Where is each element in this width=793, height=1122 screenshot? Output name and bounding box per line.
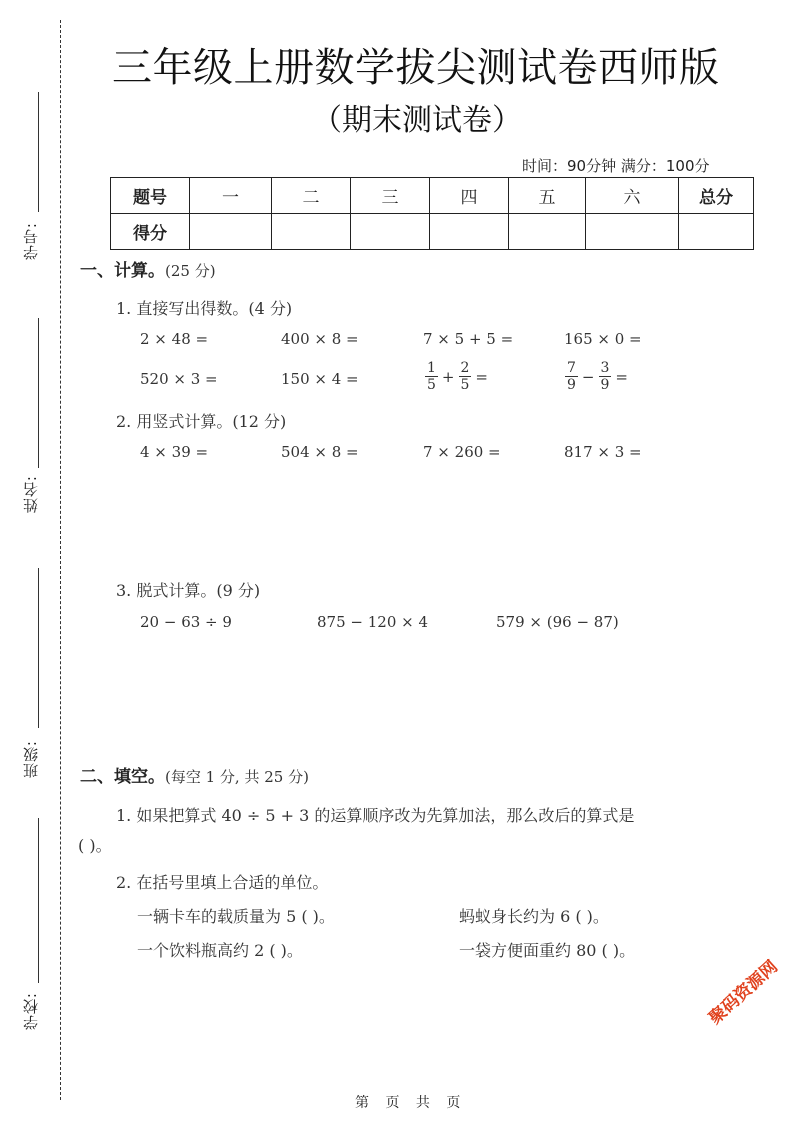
fraction-denominator: 9	[567, 377, 576, 393]
s1-q3-label: 3. 脱式计算。(9 分)	[116, 581, 261, 600]
s1-q2-label: 2. 用竖式计算。(12 分)	[116, 412, 287, 431]
stepwise-calc-item: 20 − 63 ÷ 9	[140, 613, 232, 631]
time-and-score-info: 时间：90分钟 满分：100分	[522, 157, 710, 175]
vertical-calc-item: 4 × 39 =	[140, 443, 209, 461]
binding-dashed-line	[60, 20, 61, 1100]
fraction-numerator: 7	[567, 360, 576, 376]
fraction-numerator: 1	[427, 360, 436, 376]
fraction-denominator: 9	[600, 377, 610, 393]
score-table	[110, 177, 754, 250]
section1-note: (25 分)	[165, 262, 216, 280]
unit-fill-item: 一个饮料瓶高约 2 ( )。	[137, 941, 303, 960]
score-header-cell: 二	[272, 178, 351, 214]
s2-q1-blank: ( )。	[78, 836, 112, 855]
vertical-calc-item: 817 × 3 =	[564, 443, 642, 461]
fraction-denominator: 5	[460, 377, 470, 393]
score-cell[interactable]	[586, 214, 679, 250]
score-cell[interactable]	[351, 214, 430, 250]
school-label: 学校:	[22, 992, 40, 1031]
equals-sign: =	[475, 367, 488, 386]
fraction-expression-1	[425, 360, 488, 393]
section1-title: 一、计算。	[80, 261, 165, 281]
name-line	[38, 318, 39, 468]
calc-item: 520 × 3 =	[140, 370, 218, 388]
calc-item: 165 × 0 =	[564, 330, 642, 348]
page-subtitle: （期末测试卷）	[312, 103, 522, 138]
page-footer: 第 页 共 页	[355, 1095, 467, 1111]
page-title: 三年级上册数学拔尖测试卷西师版	[112, 45, 720, 91]
operator: −	[581, 367, 595, 386]
fraction-denominator: 5	[427, 377, 436, 393]
section2-note: (每空 1 分, 共 25 分)	[165, 768, 309, 786]
fraction-numerator: 2	[460, 360, 470, 376]
unit-fill-item: 一辆卡车的载质量为 5 ( )。	[137, 907, 335, 926]
score-header-cell: 总分	[679, 178, 754, 214]
score-row-label: 得分	[111, 214, 190, 250]
class-label: 班级:	[22, 740, 40, 779]
s1-q1-label: 1. 直接写出得数。(4 分)	[116, 299, 293, 318]
score-cell[interactable]	[679, 214, 754, 250]
student-id-line	[38, 92, 39, 212]
fraction	[565, 360, 578, 393]
vertical-calc-item: 504 × 8 =	[281, 443, 359, 461]
stepwise-calc-item: 579 × (96 − 87)	[496, 613, 619, 631]
watermark-stamp: 聚码资源网	[705, 956, 782, 1029]
score-header-cell: 四	[430, 178, 509, 214]
section2-title: 二、填空。	[80, 767, 165, 787]
fraction	[425, 360, 438, 393]
score-header-cell: 六	[586, 178, 679, 214]
s2-q1-text: 1. 如果把算式 40 ÷ 5 + 3 的运算顺序改为先算加法，那么改后的算式是	[116, 806, 635, 825]
student-id-label: 学号:	[22, 222, 40, 261]
score-cell[interactable]	[190, 214, 272, 250]
score-header-cell: 题号	[111, 178, 190, 214]
s2-q2-label: 2. 在括号里填上合适的单位。	[116, 873, 329, 892]
name-label: 姓名:	[22, 475, 40, 514]
score-table-score-row	[111, 214, 754, 250]
vertical-calc-item: 7 × 260 =	[423, 443, 501, 461]
section2-heading	[80, 762, 309, 787]
unit-fill-item: 蚂蚁身长约为 6 ( )。	[459, 907, 609, 926]
fraction	[459, 360, 472, 393]
score-table-header-row	[111, 178, 754, 214]
score-header-cell: 一	[190, 178, 272, 214]
calc-item: 7 × 5 + 5 =	[423, 330, 514, 348]
score-cell[interactable]	[272, 214, 351, 250]
class-line	[38, 568, 39, 728]
stepwise-calc-item: 875 − 120 × 4	[317, 613, 429, 631]
fraction-numerator: 3	[600, 360, 610, 376]
fraction-expression-2	[565, 360, 628, 393]
calc-item: 150 × 4 =	[281, 370, 359, 388]
score-header-cell: 五	[509, 178, 586, 214]
calc-item: 400 × 8 =	[281, 330, 359, 348]
score-cell[interactable]	[430, 214, 509, 250]
unit-fill-item: 一袋方便面重约 80 ( )。	[459, 941, 636, 960]
section1-heading	[80, 256, 216, 281]
calc-item: 2 × 48 =	[140, 330, 209, 348]
score-header-cell: 三	[351, 178, 430, 214]
score-cell[interactable]	[509, 214, 586, 250]
school-line	[38, 818, 39, 983]
fraction	[599, 360, 612, 393]
operator: +	[441, 367, 455, 386]
equals-sign: =	[615, 367, 628, 386]
